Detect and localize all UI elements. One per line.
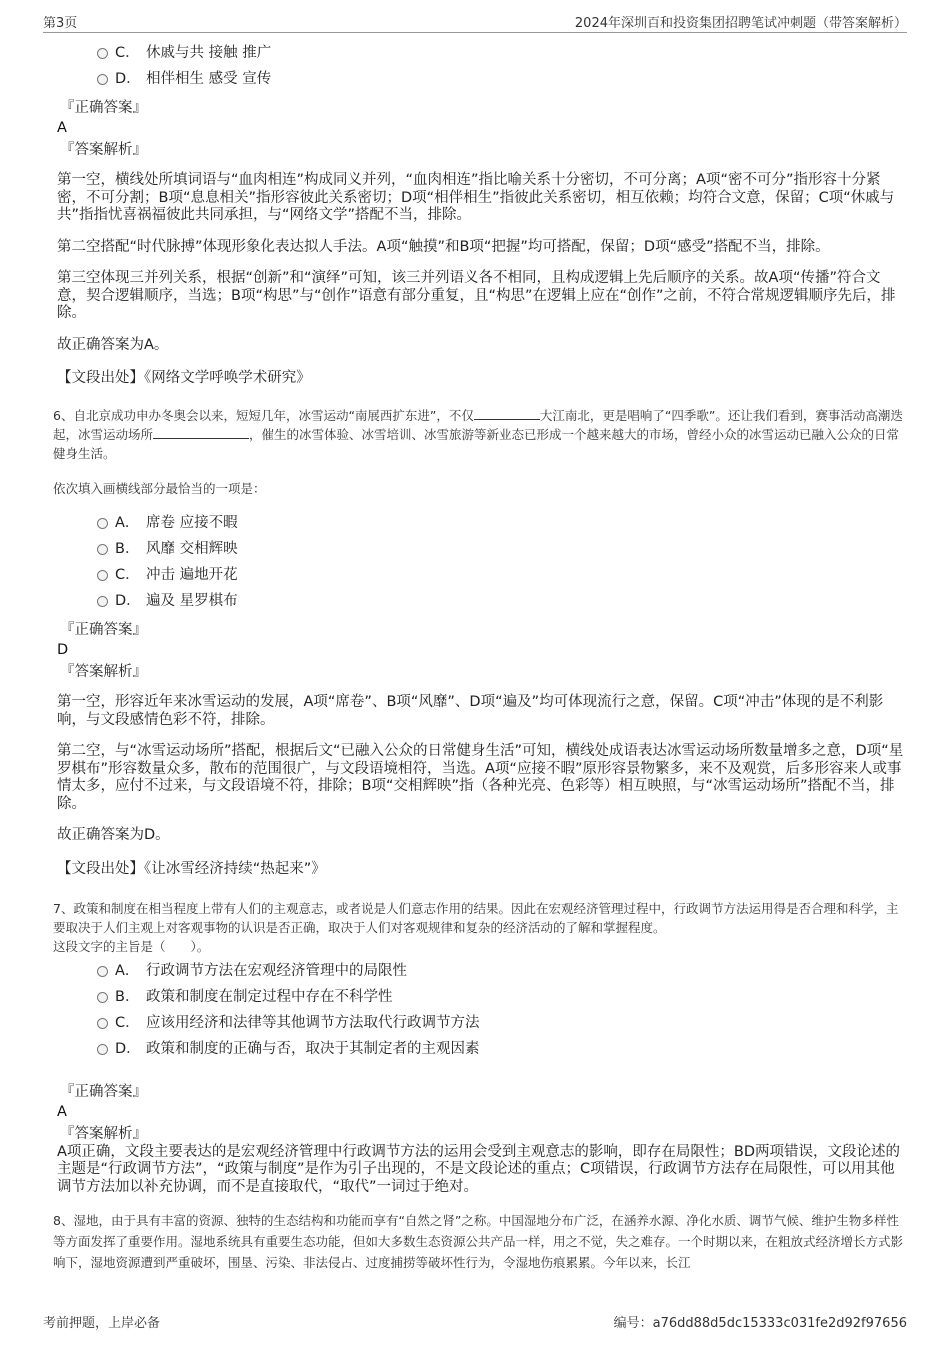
option-text: 席卷 应接不暇	[146, 515, 238, 531]
q7-options	[57, 958, 907, 1062]
radio-button[interactable]	[97, 570, 108, 581]
option-text: 风靡 交相辉映	[146, 541, 238, 557]
option-item[interactable]	[57, 66, 907, 92]
document-code: 编号：a76dd88d5dc15333c031fe2d92f97656	[613, 1316, 907, 1331]
option-item[interactable]	[57, 40, 907, 66]
answer-label: 『正确答案』	[60, 622, 147, 638]
analysis-paragraph: A项正确，文段主要表达的是宏观经济管理中行政调节方法的运用会受到主观意志的影响，即存在局限性；BD两项错误，文段论述的主题是“行政调节方法”，“政策与制度”是作为引子出现的，不是文段论述的重点；C项错误，行政调节方法存在局限性，可以用其他调节方法加以补充协调，而不是直接取代，“取代”一词过于绝对。	[57, 1143, 901, 1195]
q5-options	[57, 40, 907, 92]
option-letter: D．	[115, 593, 141, 609]
analysis-label: 『答案解析』	[60, 664, 147, 680]
page-number: 第3页	[43, 16, 78, 31]
analysis-paragraph: 第二空搭配“时代脉搏”体现形象化表达拟人手法。A项“触摸”和B项“把握”均可搭配，保留；D项“感受”搭配不当，排除。	[57, 238, 830, 255]
radio-button[interactable]	[97, 518, 108, 529]
radio-button[interactable]	[97, 544, 108, 555]
option-letter: B．	[115, 988, 140, 1005]
question-stem: 8、湿地，由于具有丰富的资源、独特的生态结构和功能而享有“自然之肾”之称。中国湿地分布广泛，在涵养水源、净化水质、调节气候、维护生物多样性等方面发挥了重要作用。湿地系统具有重要生态功能，但如大多数生态资源公共产品一样，用之不觉，失之难存。一个时期以来，在粗放式经济增长方式影响下，湿地资源遭到严重破坏，围垦、污染、非法侵占、过度捕捞等破坏性行为，令湿地伤痕累累。今年以来，长江	[53, 1213, 904, 1270]
analysis-label: 『答案解析』	[60, 142, 147, 158]
option-text: 政策和制度在制定过程中存在不科学性	[146, 988, 393, 1005]
option-item[interactable]	[57, 1010, 907, 1036]
option-letter: C．	[115, 1014, 140, 1031]
option-item[interactable]	[57, 536, 907, 562]
analysis-paragraph: 第一空，形容近年来冰雪运动的发展，A项“席卷”、B项“风靡”、D项“遍及”均可体现流行之意，保留。C项“冲击”体现的是不利影响，与文段感情色彩不符，排除。	[57, 694, 884, 728]
analysis-paragraph: 第一空，横线处所填词语与“血肉相连”构成同义并列，“血肉相连”指比喻关系十分密切，不可分离；A项“密不可分”指形容十分紧密，不可分割；B项“息息相关”指形容彼此关系密切；D项“相伴相生”指彼此关系密切，相互依赖；均符合文意，保留；C项“休戚与共”指指忧喜祸福彼此共同承担，与“网络文学”搭配不当，排除。	[57, 172, 895, 223]
option-text: 遍及 星罗棋布	[146, 593, 238, 609]
answer-label: 『正确答案』	[60, 100, 147, 116]
option-letter: A．	[115, 515, 140, 531]
question-prompt: 依次填入画横线部分最恰当的一项是：	[53, 481, 266, 496]
option-letter: D．	[115, 71, 141, 87]
option-letter: C．	[115, 45, 140, 61]
option-text: 冲击 遍地开花	[146, 567, 238, 583]
option-letter: C．	[115, 567, 140, 583]
option-text: 政策和制度的正确与否，取决于其制定者的主观因素	[146, 1040, 480, 1057]
fill-blank	[153, 425, 249, 439]
answer-label: 『正确答案』	[60, 1083, 147, 1100]
question-stem: 7、政策和制度在相当程度上带有人们的主观意志，或者说是人们意志作用的结果。因此在宏观经济管理过程中，行政调节方法运用得是否合理和科学，主要取决于人们主观上对客观事物的认识是否正确，取决于人们对客观规律和复杂的经济活动的了解和掌握程度。	[53, 900, 899, 935]
radio-button[interactable]	[97, 48, 108, 59]
page-footer	[43, 1312, 907, 1332]
option-text: 休戚与共 接触 推广	[146, 45, 272, 61]
radio-button[interactable]	[97, 966, 108, 977]
document-title: 2024年深圳百和投资集团招聘笔试冲刺题（带答案解析）	[574, 16, 907, 31]
answer-value: A	[57, 120, 67, 136]
page-header	[43, 10, 907, 33]
radio-button[interactable]	[97, 74, 108, 85]
option-letter: A．	[115, 962, 140, 979]
analysis-label: 『答案解析』	[60, 1125, 147, 1142]
page-content	[53, 40, 907, 1273]
option-item[interactable]	[57, 510, 907, 536]
option-text: 应该用经济和法律等其他调节方法取代行政调节方法	[146, 1014, 480, 1031]
option-item[interactable]	[57, 984, 907, 1010]
fill-blank	[474, 406, 540, 420]
option-letter: D．	[115, 1040, 141, 1057]
option-letter: B．	[115, 541, 140, 557]
radio-button[interactable]	[97, 1018, 108, 1029]
radio-button[interactable]	[97, 596, 108, 607]
analysis-paragraph: 第二空，与“冰雪运动场所”搭配，根据后文“已融入公众的日常健身生活”可知，横线处成语表达冰雪运动场所数量增多之意，D项“星罗棋布”形容数量众多，散布的范围很广，与文段语境相符，当选。A项“应接不暇”原形容景物繁多，来不及观赏，后多形容来人或事情太多，应付不过来，与文段语境不符，排除；B项“交相辉映”指（各种光亮、色彩等）相互映照，与“冰雪运动场所”搭配不当，排除。	[57, 743, 904, 812]
passage-source: 【文段出处】《让冰雪经济持续“热起来”》	[57, 860, 326, 877]
radio-button[interactable]	[97, 992, 108, 1003]
option-item[interactable]	[57, 958, 907, 984]
option-text: 相伴相生 感受 宣传	[146, 71, 272, 87]
passage-source: 【文段出处】《网络文学呼唤学术研究》	[57, 370, 311, 386]
option-item[interactable]	[57, 562, 907, 588]
analysis-paragraph: 第三空体现三并列关系，根据“创新”和“演绎”可知，该三并列语义各不相同，且构成逻辑上先后顺序的关系。故A项“传播”符合文意，契合逻辑顺序，当选；B项“构思”与“创作”语意有部分重复，且“构思”在逻辑上应在“创作”之前，不符合常规逻辑顺序先后，排除。	[57, 270, 896, 321]
option-item[interactable]	[57, 588, 907, 614]
question-prompt: 这段文字的主旨是（ ）。	[53, 938, 210, 954]
answer-value: A	[57, 1103, 67, 1120]
option-text: 行政调节方法在宏观经济管理中的局限性	[146, 962, 407, 979]
analysis-conclusion: 故正确答案为D。	[57, 827, 170, 843]
footer-slogan: 考前押题，上岸必备	[43, 1316, 161, 1331]
q6-options	[57, 510, 907, 614]
answer-value: D	[57, 642, 69, 658]
question-stem: 6、自北京成功申办冬奥会以来，短短几年，冰雪运动“南展西扩东进”，不仅 大江南北，更是唱响了“四季歌”。还让我们看到，赛事活动高潮迭起，冰雪运动场所 ，催生的冰雪体验、冰雪培训、冰雪旅游等新业态已形成一个越来越大的市场，曾经小众的冰雪运动已融入公众的日常健身生活。	[53, 408, 903, 461]
analysis-conclusion: 故正确答案为A。	[57, 336, 169, 353]
radio-button[interactable]	[97, 1044, 108, 1055]
option-item[interactable]	[57, 1036, 907, 1062]
